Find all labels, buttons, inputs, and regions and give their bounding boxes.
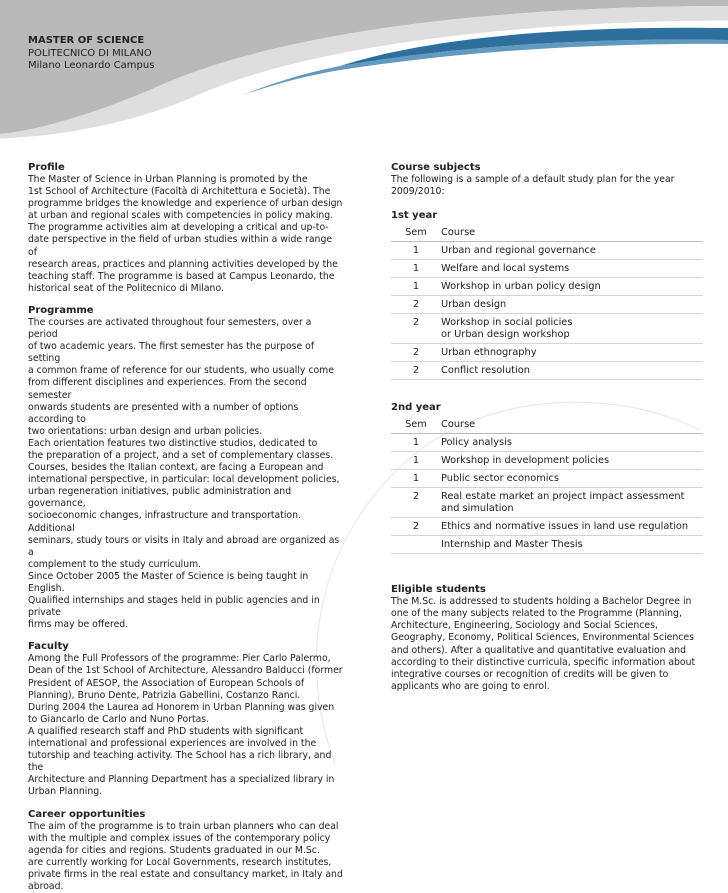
course-cell: Workshop in social policies or Urban design workshop <box>441 314 703 344</box>
course-cell: Urban ethnography <box>441 344 703 362</box>
table-row <box>391 518 703 536</box>
course-subjects-section <box>391 162 711 198</box>
course-cell: Conflict resolution <box>441 362 703 380</box>
course-cell: Ethics and normative issues in land use regulation <box>441 518 703 536</box>
sem-cell: 2 <box>391 344 441 362</box>
course-cell: Policy analysis <box>441 434 703 452</box>
course-cell: Urban and regional governance <box>441 242 703 260</box>
table-row <box>391 362 703 380</box>
course-cell: Real estate market an project impact assessment and simulation <box>441 488 703 518</box>
table-header-row <box>391 416 703 434</box>
course-cell: Urban design <box>441 296 703 314</box>
profile-title: Profile <box>28 162 343 174</box>
header-block <box>28 35 154 73</box>
table-row <box>391 242 703 260</box>
course-cell: Workshop in development policies <box>441 452 703 470</box>
sem-cell: 2 <box>391 314 441 344</box>
table-row <box>391 278 703 296</box>
faculty-text: Among the Full Professors of the programme: Pier Carlo Palermo, Dean of the 1st School of Architecture, Alessandro Balducci (former President of AESOP, the Association of European Schools of Planning), Bruno Dente, Patrizia Gabellini, Costanzo Ranci. During 2004 the Laurea ad Honorem in Urban Planning was given to Giancarlo de Carlo and Nuno Portas. A qualified research staff and PhD students with significant international and professional experiences are involved in the tutorship and teaching activity. The School has a rich library, and the Architecture and Planning Department has a specialized library in Urban Planning. <box>28 653 343 798</box>
course-cell: Welfare and local systems <box>441 260 703 278</box>
table-header-row <box>391 224 703 242</box>
sem-cell: 1 <box>391 434 441 452</box>
profile-section <box>28 162 343 295</box>
institution-name: POLITECNICO DI MILANO <box>28 48 154 61</box>
sem-cell: 2 <box>391 518 441 536</box>
careers-text: The aim of the programme is to train urban planners who can deal with the multiple and complex issues of the contemporary policy agenda for cities and regions. Students graduated in our M.Sc. are currently working for Local Governments, research institutes, private firms in the real estate and consultancy market, in Italy and abroad. <box>28 821 343 893</box>
course-header: Course <box>441 224 703 242</box>
sem-cell: 2 <box>391 296 441 314</box>
table-row <box>391 434 703 452</box>
table-row <box>391 260 703 278</box>
course-subjects-title: Course subjects <box>391 162 711 174</box>
table-row <box>391 452 703 470</box>
sem-cell: 1 <box>391 260 441 278</box>
left-column <box>28 162 343 893</box>
faculty-title: Faculty <box>28 641 343 653</box>
programme-text: The courses are activated throughout four semesters, over a period of two academic years. The first semester has the purpose of setting a common frame of reference for our students, who usually come from different disciplines and experiences. From the second semester onwards students are presented with a number of options according to two orientations: urban design and urban policies. Each orientation features two distinctive studios, dedicated to the preparation of a project, and a set of complementary classes. Courses, besides the Italian context, are facing a European and international perspective, in particular: local development policies, urban regeneration initiatives, public administration and governance, socioeconomic changes, infrastructure and transportation. Additional seminars, study tours or visits in Italy and abroad are organized as a complement to the study curriculum. Since October 2005 the Master of Science is being taught in English. Qualified internships and stages held in public agencies and in private firms may be offered. <box>28 317 343 631</box>
course-cell: Workshop in urban policy design <box>441 278 703 296</box>
year2-title: 2nd year <box>391 402 711 414</box>
campus-name: Milano Leonardo Campus <box>28 60 154 73</box>
sem-cell: 2 <box>391 362 441 380</box>
eligible-section <box>391 584 711 693</box>
course-subjects-intro: The following is a sample of a default study plan for the year 2009/2010: <box>391 174 711 198</box>
programme-section <box>28 305 343 631</box>
table-row <box>391 536 703 554</box>
careers-section <box>28 809 343 893</box>
sem-header: Sem <box>391 416 441 434</box>
table-row <box>391 470 703 488</box>
table-row <box>391 344 703 362</box>
year1-table <box>391 224 703 380</box>
course-cell: Internship and Master Thesis <box>441 536 703 554</box>
program-title: MASTER OF SCIENCE <box>28 35 154 48</box>
profile-text: The Master of Science in Urban Planning is promoted by the 1st School of Architecture (Facoltà di Architettura e Società). The programme bridges the knowledge and experience of urban design at urban and regional scales with competencies in policy making. The programme activities aim at developing a critical and up-to- date perspective in the field of urban studies within a wide range of research areas, practices and planning activities developed by the teaching staff. The programme is based at Campus Leonardo, the historical seat of the Politecnico di Milano. <box>28 174 343 295</box>
course-cell: Public sector economics <box>441 470 703 488</box>
sem-cell <box>391 536 441 554</box>
table-row <box>391 314 703 344</box>
sem-cell: 1 <box>391 470 441 488</box>
sem-cell: 1 <box>391 242 441 260</box>
faculty-section <box>28 641 343 798</box>
eligible-title: Eligible students <box>391 584 711 596</box>
sem-cell: 2 <box>391 488 441 518</box>
sem-cell: 1 <box>391 452 441 470</box>
course-header: Course <box>441 416 703 434</box>
table-row <box>391 296 703 314</box>
eligible-text: The M.Sc. is addressed to students holding a Bachelor Degree in one of the many subjects related to the Programme (Planning, Architecture, Engineering, Sociology and Social Sciences, Geography, Economy, Political Sciences, Environmental Sciences and others). After a qualitative and quantitative evaluation and according to their distinctive curricula, specific information about integrative courses or recognition of credits will be given to applicants who are going to enrol. <box>391 596 711 693</box>
right-column <box>391 162 711 693</box>
year2-table <box>391 416 703 554</box>
sem-header: Sem <box>391 224 441 242</box>
careers-title: Career opportunities <box>28 809 343 821</box>
year1-title: 1st year <box>391 210 711 222</box>
table-row <box>391 488 703 518</box>
sem-cell: 1 <box>391 278 441 296</box>
programme-title: Programme <box>28 305 343 317</box>
